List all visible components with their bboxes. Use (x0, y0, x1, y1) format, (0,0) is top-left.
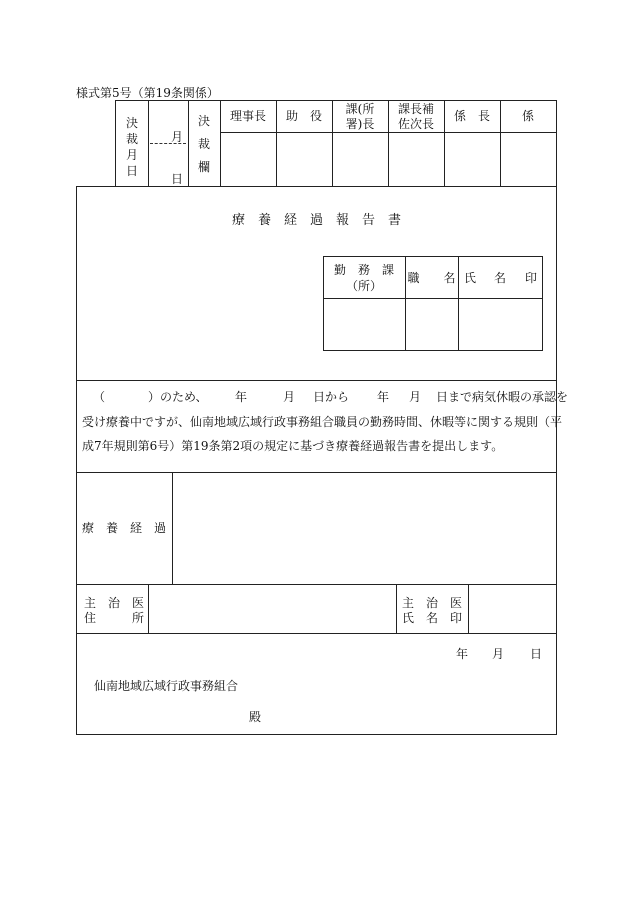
honorific: 殿 (249, 710, 262, 724)
approval-month-label: 月 (171, 130, 184, 144)
doctor-name-field[interactable] (469, 585, 556, 633)
addressee: 仙南地域広域行政事務組合 (94, 679, 239, 693)
stamp-cell-unit-chief[interactable] (445, 133, 500, 186)
role-staff: 係 (521, 109, 534, 123)
stamp-cell-deputy[interactable] (277, 133, 332, 186)
name-seal-field[interactable] (459, 299, 542, 350)
progress-label: 療 養 経 過 (82, 521, 167, 535)
job-title-header: 職 名 (407, 271, 456, 285)
role-unit-chief: 係 長 (453, 109, 490, 123)
form-number: 様式第5号（第19条関係） (76, 86, 219, 100)
department-field[interactable] (324, 299, 405, 350)
progress-field[interactable] (173, 473, 556, 584)
role-deputy: 助 役 (285, 109, 322, 123)
role-chairman: 理事長 (229, 109, 266, 123)
stamp-cell-section-chief[interactable] (333, 133, 388, 186)
doctor-address-field[interactable] (149, 585, 396, 633)
illness-reason-field[interactable] (106, 388, 146, 406)
stamp-cell-chairman[interactable] (221, 133, 276, 186)
job-title-field[interactable] (406, 299, 458, 350)
document-title: 療 養 経 過 報 告 書 (231, 213, 401, 228)
stamp-cell-staff[interactable] (501, 133, 556, 186)
stamp-cell-assistant-chief[interactable] (389, 133, 444, 186)
approval-day-label: 日 (171, 172, 184, 186)
